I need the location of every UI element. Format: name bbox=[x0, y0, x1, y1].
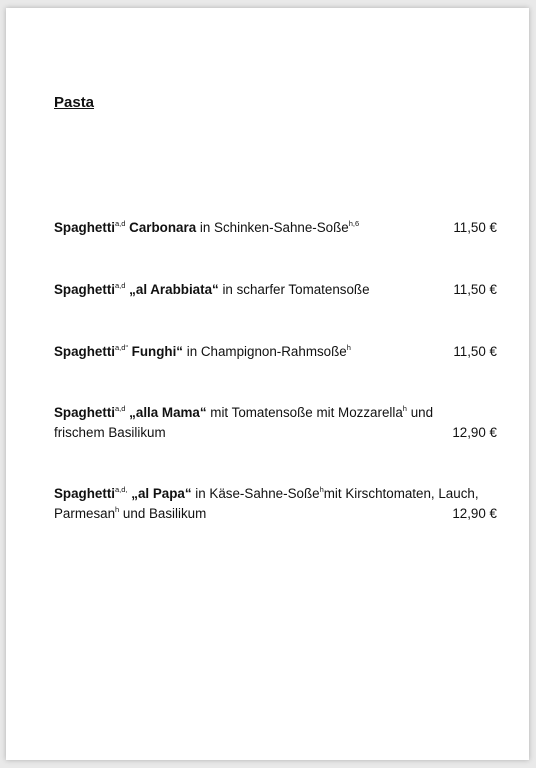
allergen-marker: h bbox=[115, 504, 120, 514]
dish-title: „alla Mama“ bbox=[125, 405, 207, 420]
menu-item-alla-mama bbox=[54, 403, 497, 443]
dish-price: 11,50 € bbox=[453, 282, 497, 297]
dish-name: Spaghetti bbox=[54, 405, 116, 420]
dish-description: in Champignon-Rahmsoße bbox=[183, 344, 347, 359]
allergen-marker: a,d“ bbox=[115, 342, 128, 352]
allergen-marker: a,d bbox=[115, 403, 126, 413]
menu-item-arrabbiata bbox=[54, 280, 497, 300]
allergen-marker: h,6 bbox=[348, 218, 360, 228]
dish-name: Spaghetti bbox=[54, 220, 116, 235]
dish-description: in Käse-Sahne-Soße bbox=[191, 486, 320, 501]
allergen-marker: a,d, bbox=[115, 484, 128, 494]
dish-title: Funghi“ bbox=[127, 344, 183, 359]
ingredient-rest: und Basilikum bbox=[119, 506, 207, 521]
dish-description-line2: frischem Basilikum bbox=[54, 425, 166, 440]
dish-name: Spaghetti bbox=[54, 344, 116, 359]
dish-description: in Schinken-Sahne-Soße bbox=[196, 220, 349, 235]
dish-title: „al Papa“ bbox=[127, 486, 192, 501]
menu-page bbox=[6, 8, 529, 760]
ingredient-parmesan: Parmesan bbox=[54, 506, 116, 521]
dish-name: Spaghetti bbox=[54, 486, 116, 501]
dish-description-line2 bbox=[54, 504, 497, 524]
dish-description: mit Tomatensoße mit Mozzarella bbox=[206, 405, 403, 420]
allergen-marker: a,d bbox=[115, 218, 126, 228]
allergen-marker: h bbox=[346, 342, 351, 352]
allergen-marker: h bbox=[402, 403, 407, 413]
dish-price: 11,50 € bbox=[453, 344, 497, 359]
dish-price: 12,90 € bbox=[452, 506, 497, 521]
dish-description-cont: und bbox=[406, 405, 434, 420]
dish-price: 11,50 € bbox=[453, 220, 497, 235]
allergen-marker: a,d bbox=[115, 280, 126, 290]
dish-name: Spaghetti bbox=[54, 282, 116, 297]
dish-price: 12,90 € bbox=[452, 425, 497, 440]
menu-item-funghi bbox=[54, 342, 497, 362]
dish-title: „al Arabbiata“ bbox=[125, 282, 219, 297]
section-title: Pasta bbox=[54, 94, 95, 111]
dish-description: in scharfer Tomatensoße bbox=[218, 282, 370, 297]
menu-item-carbonara bbox=[54, 218, 497, 238]
menu-item-al-papa bbox=[54, 484, 497, 524]
dish-description-cont: mit Kirschtomaten, Lauch, bbox=[323, 486, 479, 501]
allergen-marker: h bbox=[319, 484, 324, 494]
dish-title: Carbonara bbox=[125, 220, 197, 235]
